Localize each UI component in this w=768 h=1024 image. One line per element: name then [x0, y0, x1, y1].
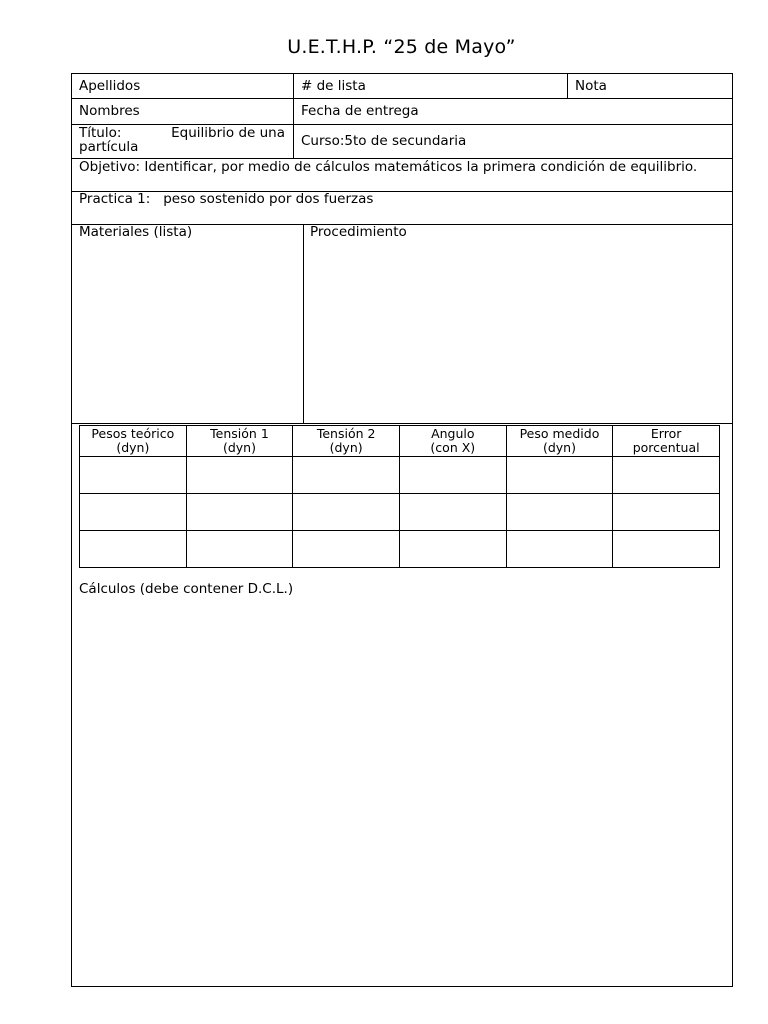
curso-field: Curso:5to de secundaria [301, 133, 467, 149]
titulo-field [79, 126, 285, 154]
table-cell[interactable] [399, 494, 506, 531]
column-header: Angulo (con X) [399, 426, 506, 457]
titulo-value-line2: partícula [79, 139, 139, 155]
nota-field[interactable]: Nota [575, 78, 607, 94]
materiales-area[interactable]: Materiales (lista) [79, 224, 193, 240]
table-cell[interactable] [613, 531, 720, 568]
table-cell[interactable] [399, 531, 506, 568]
row-divider [72, 98, 732, 99]
procedimiento-area[interactable]: Procedimiento [310, 224, 407, 240]
titulo-label: Título: [79, 125, 122, 141]
table-cell[interactable] [293, 457, 400, 494]
table-header-row [80, 426, 720, 457]
table-cell[interactable] [80, 531, 187, 568]
num-lista-field[interactable]: # de lista [301, 78, 366, 94]
column-divider [293, 74, 294, 158]
calculos-area[interactable]: Cálculos (debe contener D.C.L.) [79, 581, 294, 597]
table-cell[interactable] [80, 494, 187, 531]
table-cell[interactable] [293, 494, 400, 531]
table-cell[interactable] [293, 531, 400, 568]
table-cell[interactable] [186, 531, 293, 568]
column-header: Pesos teórico (dyn) [80, 426, 187, 457]
column-header: Peso medido (dyn) [506, 426, 613, 457]
practica-text: Practica 1: peso sostenido por dos fuerzas [79, 191, 374, 207]
document-title: U.E.T.H.P. “25 de Mayo” [287, 36, 516, 58]
results-table [79, 425, 720, 568]
table-row [80, 531, 720, 568]
objetivo-text: Objetivo: Identificar, por medio de cálculos matemáticos la primera condición de equilibrio. [79, 159, 698, 175]
table-row [80, 494, 720, 531]
column-header: Tensión 2 (dyn) [293, 426, 400, 457]
row-divider [72, 423, 732, 424]
column-header: Error porcentual [613, 426, 720, 457]
worksheet-frame [71, 73, 733, 987]
column-divider [567, 74, 568, 98]
table-row [80, 457, 720, 494]
table-cell[interactable] [613, 494, 720, 531]
table-cell[interactable] [506, 494, 613, 531]
titulo-value-line1: Equilibrio de una [171, 125, 285, 141]
column-header: Tensión 1 (dyn) [186, 426, 293, 457]
apellidos-field[interactable]: Apellidos [79, 78, 141, 94]
table-cell[interactable] [399, 457, 506, 494]
table-cell[interactable] [186, 494, 293, 531]
table-cell[interactable] [186, 457, 293, 494]
table-cell[interactable] [506, 531, 613, 568]
fecha-entrega-field[interactable]: Fecha de entrega [301, 103, 419, 119]
table-cell[interactable] [80, 457, 187, 494]
column-divider [303, 224, 304, 423]
table-cell[interactable] [613, 457, 720, 494]
table-cell[interactable] [506, 457, 613, 494]
nombres-field[interactable]: Nombres [79, 103, 140, 119]
